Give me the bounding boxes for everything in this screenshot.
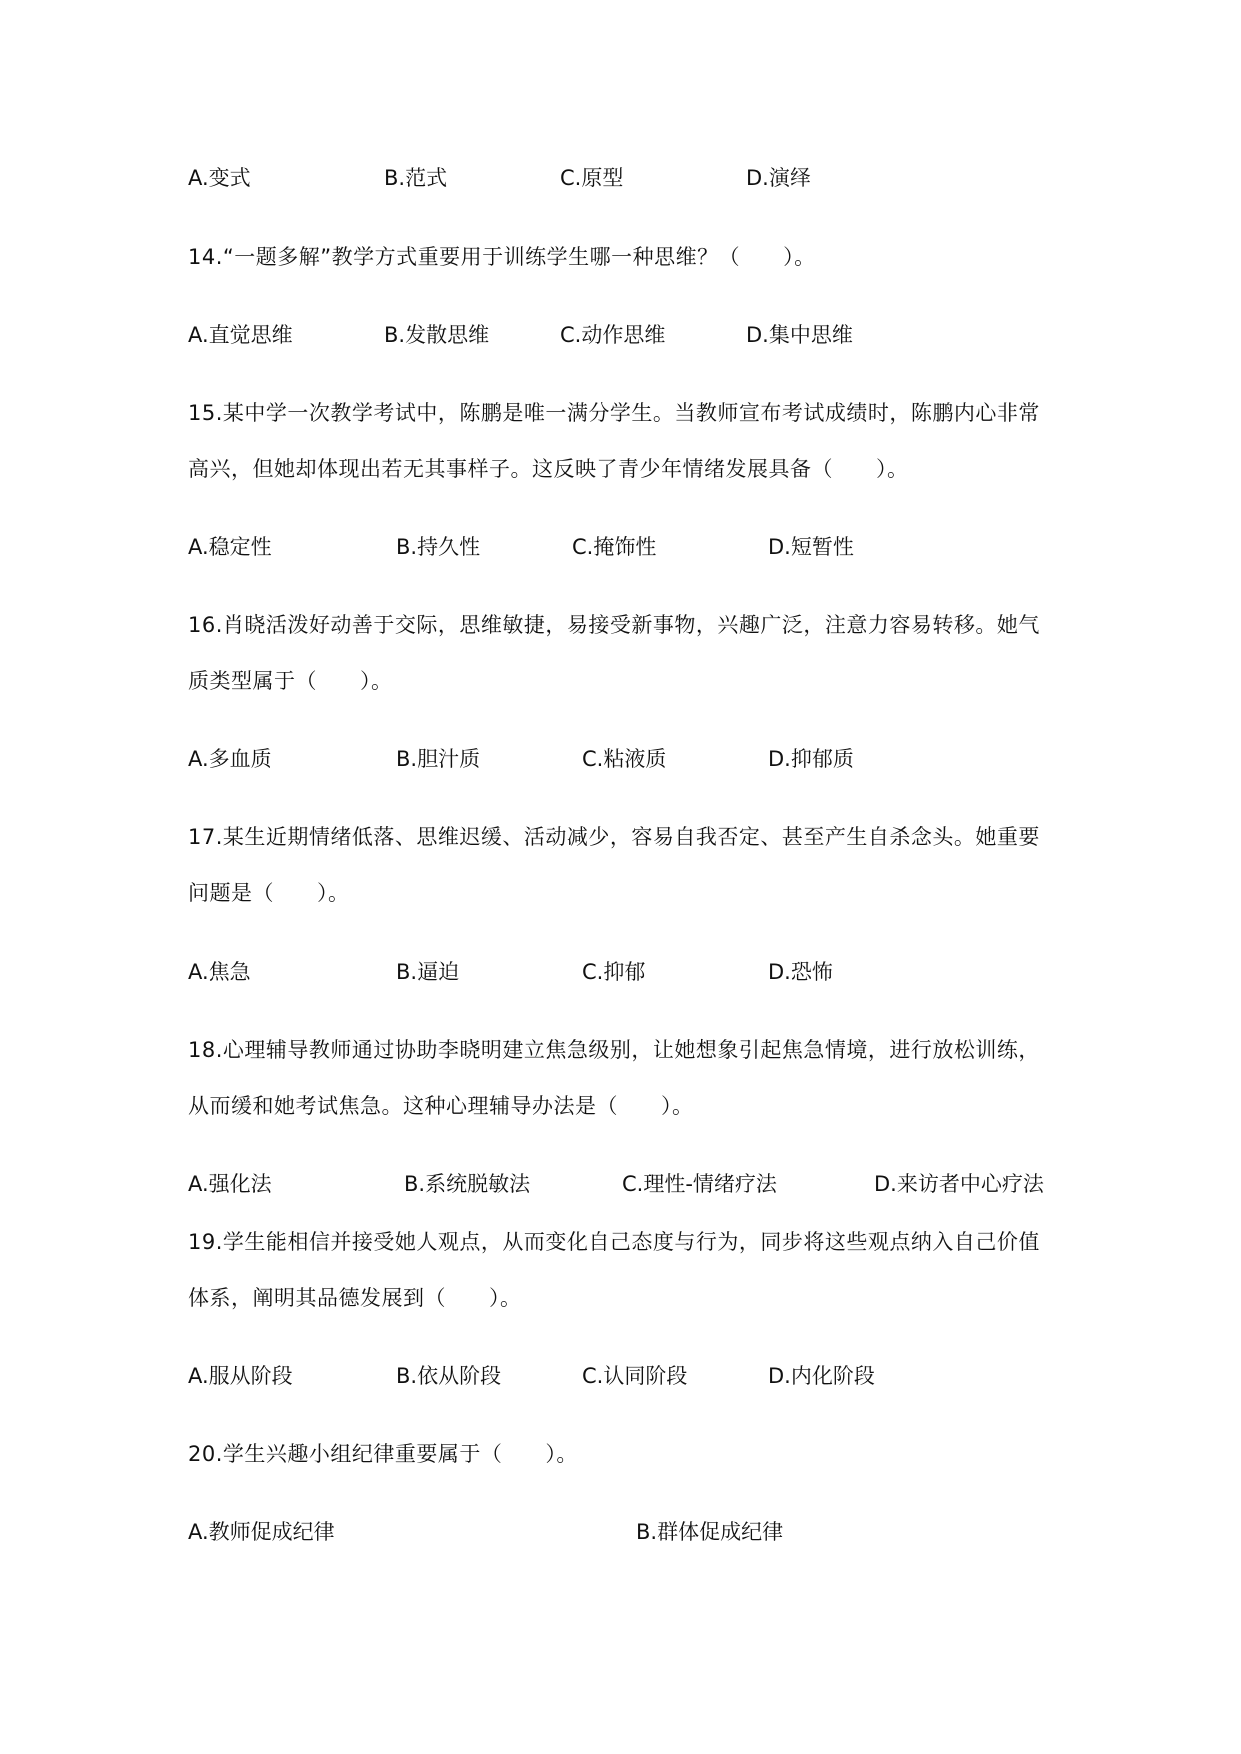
q19-stem-line-1: 19.学生能相信并接受她人观点，从而变化自己态度与行为，同步将这些观点纳入自己价值	[188, 1230, 1040, 1254]
q20-option-a: A.教师促成纪律	[188, 1520, 335, 1544]
q19-option-d: D.内化阶段	[768, 1364, 875, 1388]
q19-stem-line-2: 体系，阐明其品德发展到（ ）。	[188, 1286, 522, 1310]
q18-option-d: D.来访者中心疗法	[874, 1172, 1044, 1196]
q16-stem-line-2: 质类型属于（ ）。	[188, 669, 393, 693]
q14-stem-line-1: 14.“一题多解”教学方式重要用于训练学生哪一种思维？（ ）。	[188, 245, 816, 269]
q18-stem-line-1: 18.心理辅导教师通过协助李晓明建立焦急级别，让她想象引起焦急情境，进行放松训练，	[188, 1038, 1040, 1062]
q18-stem-line-2: 从而缓和她考试焦急。这种心理辅导办法是（ ）。	[188, 1094, 694, 1118]
q13-option-d: D.演绎	[746, 166, 811, 190]
q15-stem-line-1: 15.某中学一次教学考试中，陈鹏是唯一满分学生。当教师宣布考试成绩时，陈鹏内心非常	[188, 401, 1040, 425]
q14-option-d: D.集中思维	[746, 323, 853, 347]
q18-option-c: C.理性-情绪疗法	[622, 1172, 777, 1196]
q18-option-a: A.强化法	[188, 1172, 272, 1196]
q13-option-c: C.原型	[560, 166, 624, 190]
q17-stem-line-1: 17.某生近期情绪低落、思维迟缓、活动减少，容易自我否定、甚至产生自杀念头。她重要	[188, 825, 1040, 849]
q17-option-b: B.逼迫	[396, 960, 460, 984]
q14-option-a: A.直觉思维	[188, 323, 293, 347]
q19-option-b: B.依从阶段	[396, 1364, 502, 1388]
q13-option-a: A.变式	[188, 166, 251, 190]
q16-stem-line-1: 16.肖晓活泼好动善于交际，思维敏捷，易接受新事物，兴趣广泛，注意力容易转移。她气	[188, 613, 1040, 637]
q16-option-c: C.粘液质	[582, 747, 667, 771]
q14-option-b: B.发散思维	[384, 323, 490, 347]
q20-stem-line-1: 20.学生兴趣小组纪律重要属于（ ）。	[188, 1442, 578, 1466]
q14-option-c: C.动作思维	[560, 323, 666, 347]
q19-option-a: A.服从阶段	[188, 1364, 293, 1388]
q17-option-d: D.恐怖	[768, 960, 833, 984]
q15-option-d: D.短暂性	[768, 535, 854, 559]
q15-stem-line-2: 高兴，但她却体现出若无其事样子。这反映了青少年情绪发展具备（ ）。	[188, 457, 909, 481]
q15-option-b: B.持久性	[396, 535, 481, 559]
q18-option-b: B.系统脱敏法	[404, 1172, 531, 1196]
q15-option-a: A.稳定性	[188, 535, 272, 559]
q15-option-c: C.掩饰性	[572, 535, 657, 559]
q17-stem-line-2: 问题是（ ）。	[188, 881, 350, 905]
q16-option-a: A.多血质	[188, 747, 272, 771]
q16-option-d: D.抑郁质	[768, 747, 854, 771]
q17-option-a: A.焦急	[188, 960, 251, 984]
q17-option-c: C.抑郁	[582, 960, 646, 984]
q16-option-b: B.胆汁质	[396, 747, 481, 771]
q13-option-b: B.范式	[384, 166, 448, 190]
q19-option-c: C.认同阶段	[582, 1364, 688, 1388]
q20-option-b: B.群体促成纪律	[636, 1520, 784, 1544]
